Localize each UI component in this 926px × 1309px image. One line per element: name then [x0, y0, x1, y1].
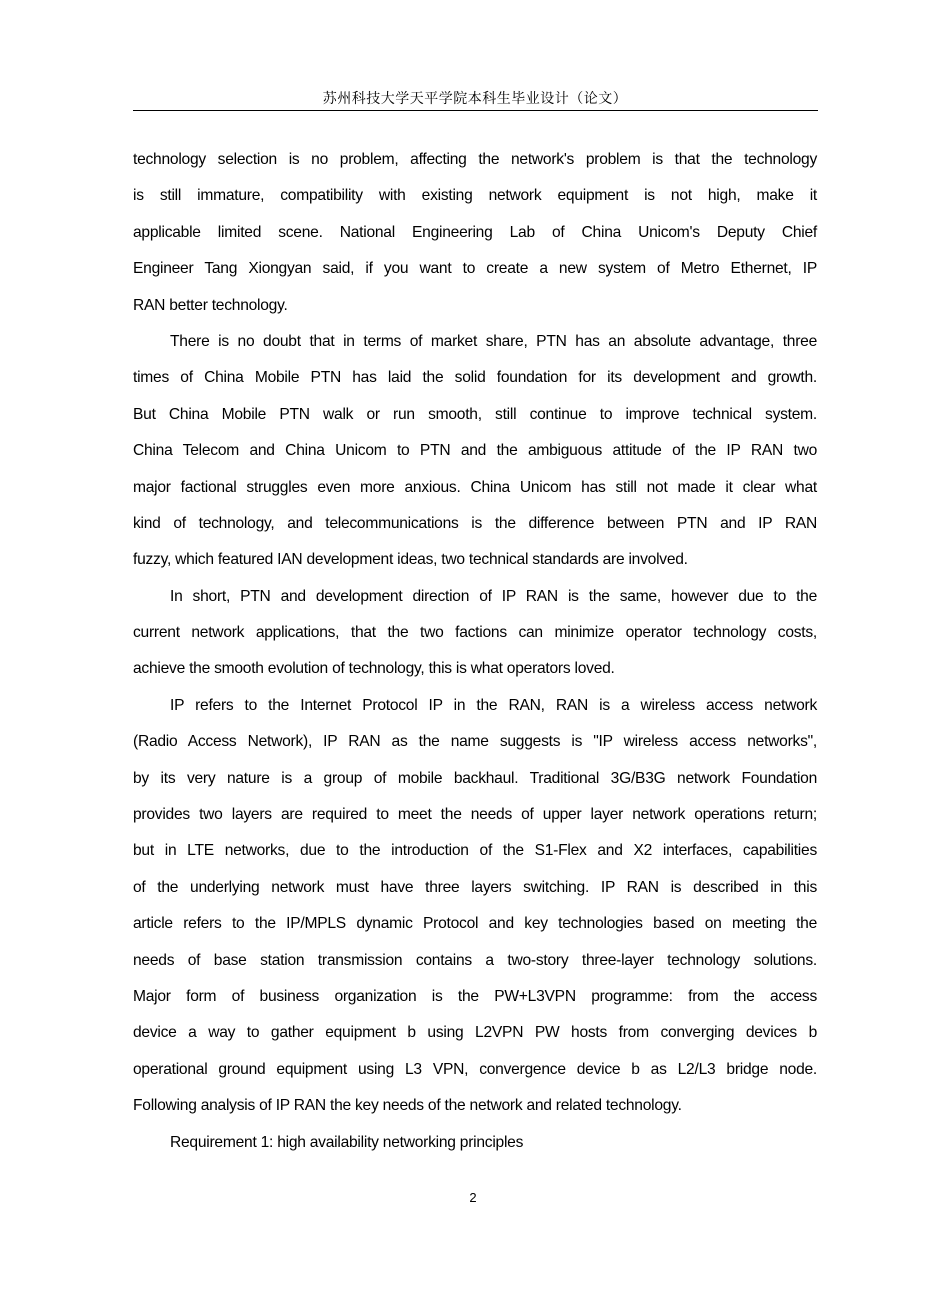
- text-line: Requirement 1: high availability networking principles: [170, 1133, 524, 1151]
- text-line: technology selection is no problem, affecting the network's problem is that the technology: [133, 151, 817, 168]
- paragraph: [133, 579, 817, 688]
- text-line: current network applications, that the two factions can minimize operator technology costs,: [133, 624, 817, 642]
- text-line: applicable limited scene. National Engineering Lab of China Unicom's Deputy Chief: [133, 223, 817, 241]
- page-number: 2: [469, 1190, 477, 1205]
- text-line: achieve the smooth evolution of technology, this is what operators loved.: [133, 660, 615, 678]
- text-line: IP refers to the Internet Protocol IP in the RAN, RAN is a wireless access network: [170, 696, 817, 714]
- text-line: Engineer Tang Xiongyan said, if you want to create a new system of Metro Ethernet, IP: [133, 260, 817, 278]
- text-line: operational ground equipment using L3 VPN, convergence device b as L2/L3 bridge node.: [133, 1060, 817, 1078]
- text-line: China Telecom and China Unicom to PTN and the ambiguous attitude of the IP RAN two: [133, 442, 817, 460]
- text-line: But China Mobile PTN walk or run smooth, still continue to improve technical system.: [133, 405, 817, 423]
- text-line: of the underlying network must have three layers switching. IP RAN is described in this: [133, 878, 817, 896]
- text-line: device a way to gather equipment b using L2VPN PW hosts from converging devices b: [133, 1024, 817, 1042]
- text-line: is still immature, compatibility with existing network equipment is not high, make it: [133, 187, 817, 205]
- page-header-title: 苏州科技大学天平学院本科生毕业设计（论文）: [322, 91, 628, 107]
- text-line: major factional struggles even more anxious. China Unicom has still not made it clear what: [133, 478, 817, 496]
- document-body: [133, 142, 817, 1161]
- paragraph: [133, 324, 817, 579]
- text-line: times of China Mobile PTN has laid the solid foundation for its development and growth.: [133, 369, 817, 387]
- text-line: In short, PTN and development direction of IP RAN is the same, however due to the: [170, 587, 817, 605]
- text-line: kind of technology, and telecommunications is the difference between PTN and IP RAN: [133, 514, 817, 532]
- text-line: by its very nature is a group of mobile backhaul. Traditional 3G/B3G network Foundation: [133, 769, 817, 787]
- text-line: There is no doubt that in terms of market share, PTN has an absolute advantage, three: [170, 332, 817, 350]
- text-line: Following analysis of IP RAN the key needs of the network and related technology.: [133, 1097, 682, 1115]
- header-divider: [133, 110, 818, 111]
- text-line: (Radio Access Network), IP RAN as the name suggests is "IP wireless access networks",: [133, 733, 817, 751]
- text-line: fuzzy, which featured IAN development ideas, two technical standards are involved.: [133, 551, 688, 569]
- text-line: article refers to the IP/MPLS dynamic Protocol and key technologies based on meeting the: [133, 915, 817, 933]
- paragraph: [133, 142, 817, 324]
- paragraph: [133, 688, 817, 1125]
- paragraph: [133, 1125, 817, 1161]
- text-line: provides two layers are required to meet the needs of upper layer network operations return;: [133, 806, 817, 824]
- text-line: RAN better technology.: [133, 296, 288, 314]
- text-line: needs of base station transmission contains a two-story three-layer technology solutions.: [133, 951, 817, 969]
- text-line: but in LTE networks, due to the introduction of the S1-Flex and X2 interfaces, capabilities: [133, 842, 817, 860]
- text-line: Major form of business organization is the PW+L3VPN programme: from the access: [133, 987, 817, 1005]
